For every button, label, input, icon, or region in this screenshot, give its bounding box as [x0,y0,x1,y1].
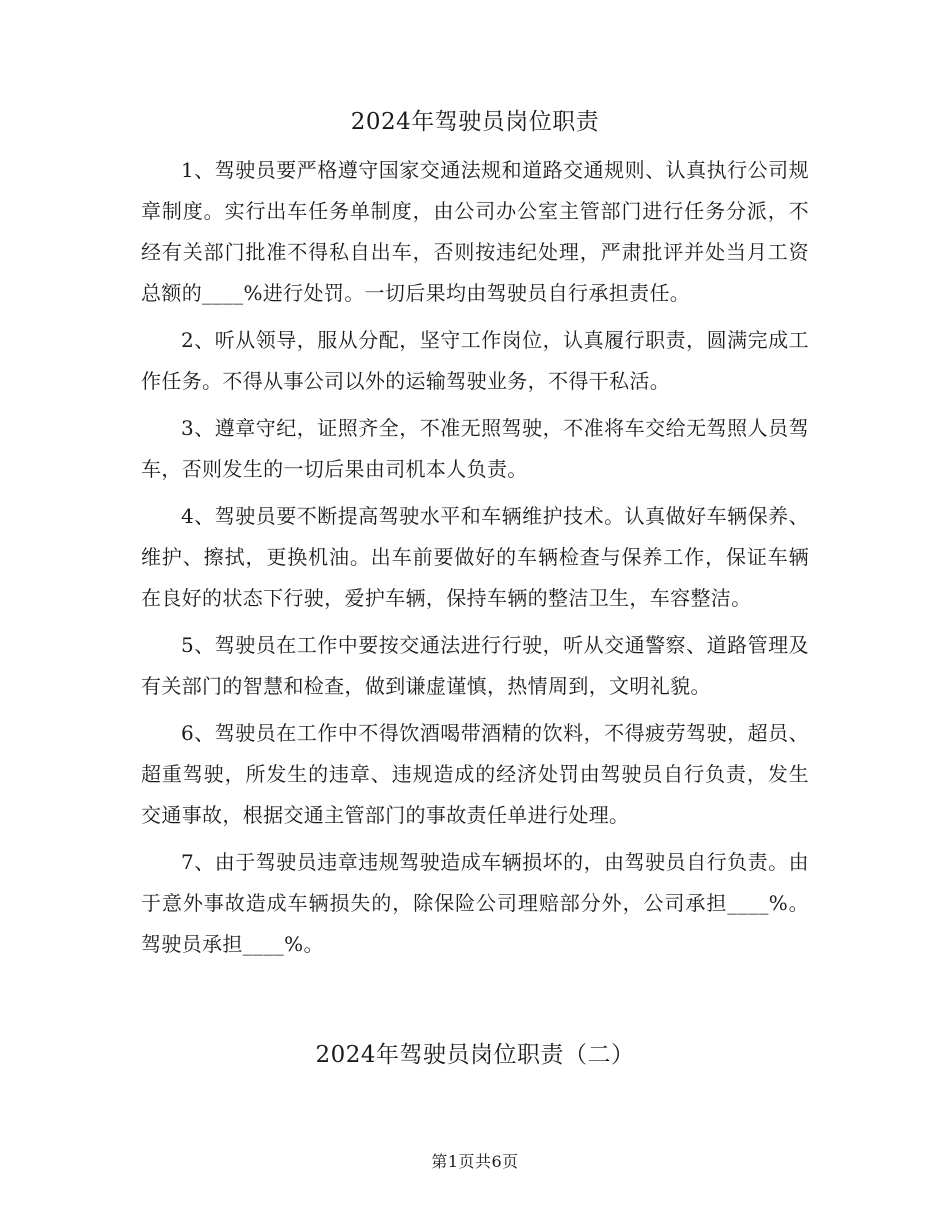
paragraph-7: 7、由于驾驶员违章违规驾驶造成车辆损坏的，由驾驶员自行负责。由于意外事故造成车辆损失的，除保险公司理赔部分外，公司承担____%。驾驶员承担____%。 [141,850,809,956]
paragraph-2: 2、听从领导，服从分配，坚守工作岗位，认真履行职责，圆满完成工作任务。不得从事公司以外的运输驾驶业务，不得干私活。 [141,328,809,393]
document-body [141,150,809,971]
document-title: 2024年驾驶员岗位职责 [350,109,600,135]
paragraph-6: 6、驾驶员在工作中不得饮酒喝带酒精的饮料，不得疲劳驾驶，超员、超重驾驶，所发生的违章、违规造成的经济处罚由驾驶员自行负责，发生交通事故，根据交通主管部门的事故责任单进行处理。 [141,721,809,827]
paragraph-5: 5、驾驶员在工作中要按交通法进行行驶，听从交通警察、道路管理及有关部门的智慧和检查，做到谦虚谨慎，热情周到，文明礼貌。 [141,633,809,698]
page-footer: 第1页共6页 [431,1152,519,1171]
paragraph-3: 3、遵章守纪，证照齐全，不准无照驾驶，不准将车交给无驾照人员驾车，否则发生的一切后果由司机本人负责。 [141,416,809,481]
paragraph-1: 1、驾驶员要严格遵守国家交通法规和道路交通规则、认真执行公司规章制度。实行出车任务单制度，由公司办公室主管部门进行任务分派，不经有关部门批准不得私自出车，否则按违纪处理，严肃批评并处当月工资总额的____%进行处罚。一切后果均由驾驶员自行承担责任。 [141,158,809,305]
section-2-title: 2024年驾驶员岗位职责（二） [315,1042,635,1068]
paragraph-4: 4、驾驶员要不断提高驾驶水平和车辆维护技术。认真做好车辆保养、维护、擦拭，更换机油。出车前要做好的车辆检查与保养工作，保证车辆在良好的状态下行驶，爱护车辆，保持车辆的整洁卫生，车容整洁。 [141,504,809,610]
